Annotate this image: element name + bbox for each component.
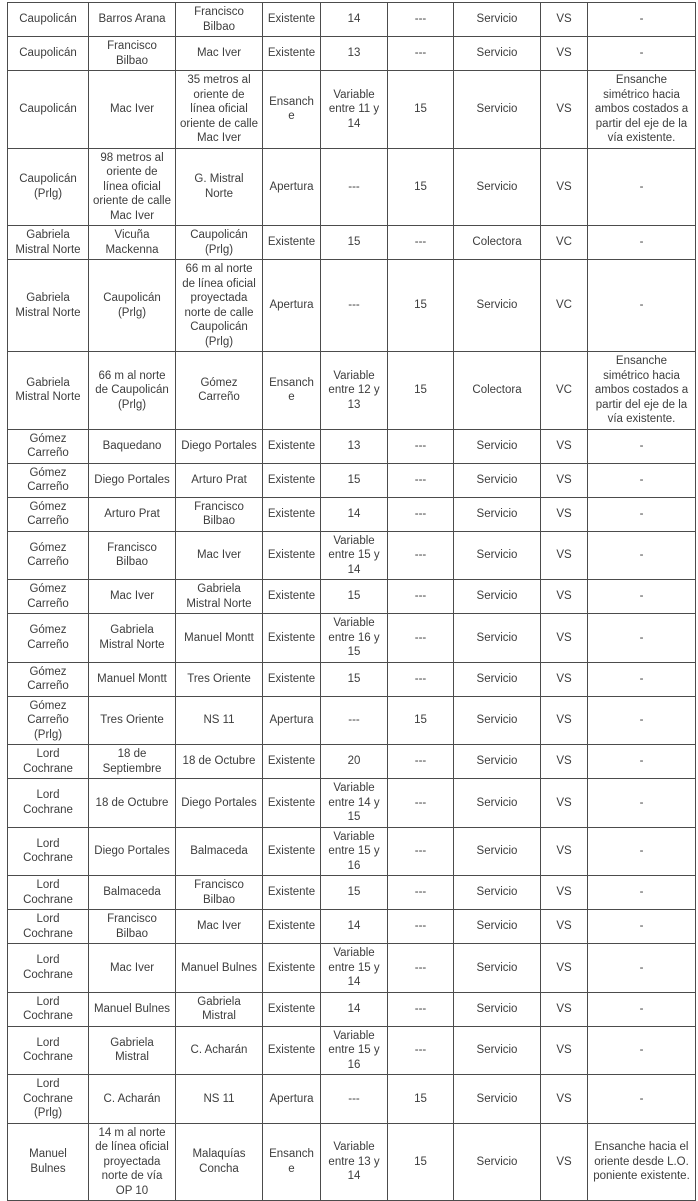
cell-from: Francisco Bilbao xyxy=(89,910,176,944)
cell-street: Lord Cochrane xyxy=(8,910,89,944)
cell-status: Existente xyxy=(263,429,321,463)
cell-width-projected: --- xyxy=(388,429,454,463)
cell-category: Servicio xyxy=(454,614,541,663)
cell-width-projected: --- xyxy=(388,497,454,531)
cell-status: Existente xyxy=(263,745,321,779)
cell-category: Colectora xyxy=(454,352,541,430)
cell-width-existing: Variable entre 13 y 14 xyxy=(321,1123,388,1201)
table-row xyxy=(8,876,696,910)
cell-street: Lord Cochrane xyxy=(8,745,89,779)
cell-to: Diego Portales xyxy=(176,779,263,828)
cell-observation: - xyxy=(588,429,696,463)
cell-width-projected: --- xyxy=(388,662,454,696)
cell-street: Manuel Bulnes xyxy=(8,1123,89,1201)
cell-width-existing: --- xyxy=(321,696,388,745)
cell-width-projected: --- xyxy=(388,3,454,37)
cell-width-projected: --- xyxy=(388,876,454,910)
cell-to: 35 metros al oriente de línea oficial oriente de calle Mac Iver xyxy=(176,71,263,149)
cell-code: VS xyxy=(541,614,588,663)
road-table-body xyxy=(8,3,696,1201)
cell-observation: Ensanche simétrico hacia ambos costados a partir del eje de la vía existente. xyxy=(588,71,696,149)
table-row xyxy=(8,944,696,993)
cell-category: Servicio xyxy=(454,148,541,226)
table-row xyxy=(8,992,696,1026)
cell-from: Arturo Prat xyxy=(89,497,176,531)
cell-status: Existente xyxy=(263,226,321,260)
cell-width-projected: --- xyxy=(388,531,454,580)
cell-width-existing: Variable entre 15 y 14 xyxy=(321,944,388,993)
cell-width-existing: Variable entre 11 y 14 xyxy=(321,71,388,149)
cell-to: C. Acharán xyxy=(176,1026,263,1075)
cell-width-projected: 15 xyxy=(388,352,454,430)
table-row xyxy=(8,37,696,71)
cell-to: NS 11 xyxy=(176,696,263,745)
cell-street: Gabriela Mistral Norte xyxy=(8,226,89,260)
cell-width-projected: --- xyxy=(388,910,454,944)
cell-width-existing: --- xyxy=(321,260,388,352)
cell-observation: - xyxy=(588,944,696,993)
cell-street: Caupolicán xyxy=(8,71,89,149)
cell-street: Lord Cochrane xyxy=(8,827,89,876)
cell-from: Mac Iver xyxy=(89,71,176,149)
table-row xyxy=(8,226,696,260)
cell-street: Gómez Carreño xyxy=(8,580,89,614)
cell-status: Existente xyxy=(263,531,321,580)
cell-width-existing: 20 xyxy=(321,745,388,779)
cell-width-existing: 14 xyxy=(321,497,388,531)
cell-observation: - xyxy=(588,992,696,1026)
cell-to: Manuel Montt xyxy=(176,614,263,663)
cell-code: VS xyxy=(541,531,588,580)
cell-from: 18 de Septiembre xyxy=(89,745,176,779)
cell-from: Diego Portales xyxy=(89,827,176,876)
cell-from: Manuel Bulnes xyxy=(89,992,176,1026)
cell-category: Servicio xyxy=(454,1075,541,1124)
cell-width-projected: 15 xyxy=(388,148,454,226)
cell-width-existing: 13 xyxy=(321,429,388,463)
cell-street: Lord Cochrane xyxy=(8,876,89,910)
cell-code: VS xyxy=(541,992,588,1026)
cell-status: Existente xyxy=(263,662,321,696)
cell-code: VS xyxy=(541,148,588,226)
cell-code: VS xyxy=(541,745,588,779)
cell-observation: - xyxy=(588,3,696,37)
cell-code: VS xyxy=(541,662,588,696)
cell-category: Servicio xyxy=(454,910,541,944)
cell-width-existing: 15 xyxy=(321,876,388,910)
cell-street: Gabriela Mistral Norte xyxy=(8,352,89,430)
cell-street: Gómez Carreño xyxy=(8,429,89,463)
cell-street: Gómez Carreño xyxy=(8,614,89,663)
cell-width-projected: --- xyxy=(388,580,454,614)
cell-width-projected: 15 xyxy=(388,260,454,352)
cell-street: Lord Cochrane xyxy=(8,779,89,828)
cell-to: Manuel Bulnes xyxy=(176,944,263,993)
cell-code: VS xyxy=(541,944,588,993)
table-row xyxy=(8,352,696,430)
cell-width-existing: 14 xyxy=(321,910,388,944)
cell-street: Lord Cochrane (Prlg) xyxy=(8,1075,89,1124)
cell-to: 18 de Octubre xyxy=(176,745,263,779)
cell-code: VS xyxy=(541,910,588,944)
cell-width-projected: --- xyxy=(388,1026,454,1075)
cell-street: Lord Cochrane xyxy=(8,944,89,993)
cell-code: VC xyxy=(541,260,588,352)
cell-category: Servicio xyxy=(454,876,541,910)
table-row xyxy=(8,1123,696,1201)
cell-width-projected: --- xyxy=(388,827,454,876)
cell-width-existing: --- xyxy=(321,1075,388,1124)
cell-category: Servicio xyxy=(454,1123,541,1201)
cell-to: Francisco Bilbao xyxy=(176,3,263,37)
cell-observation: - xyxy=(588,910,696,944)
cell-to: Mac Iver xyxy=(176,531,263,580)
cell-observation: - xyxy=(588,37,696,71)
cell-status: Existente xyxy=(263,876,321,910)
cell-width-existing: 14 xyxy=(321,992,388,1026)
cell-to: Tres Oriente xyxy=(176,662,263,696)
cell-width-existing: 13 xyxy=(321,37,388,71)
table-row xyxy=(8,580,696,614)
cell-width-existing: Variable entre 15 y 14 xyxy=(321,531,388,580)
cell-to: Gabriela Mistral Norte xyxy=(176,580,263,614)
cell-width-existing: Variable entre 12 y 13 xyxy=(321,352,388,430)
cell-width-projected: --- xyxy=(388,463,454,497)
table-row xyxy=(8,497,696,531)
cell-observation: - xyxy=(588,614,696,663)
cell-observation: - xyxy=(588,580,696,614)
cell-status: Existente xyxy=(263,614,321,663)
cell-code: VS xyxy=(541,497,588,531)
cell-code: VS xyxy=(541,1123,588,1201)
cell-status: Existente xyxy=(263,497,321,531)
cell-width-projected: --- xyxy=(388,992,454,1026)
cell-observation: - xyxy=(588,745,696,779)
cell-category: Servicio xyxy=(454,779,541,828)
cell-width-existing: Variable entre 15 y 16 xyxy=(321,827,388,876)
cell-street: Gómez Carreño xyxy=(8,463,89,497)
cell-from: 18 de Octubre xyxy=(89,779,176,828)
cell-category: Colectora xyxy=(454,226,541,260)
cell-street: Caupolicán xyxy=(8,3,89,37)
cell-width-projected: 15 xyxy=(388,696,454,745)
cell-to: Mac Iver xyxy=(176,37,263,71)
cell-street: Gómez Carreño (Prlg) xyxy=(8,696,89,745)
cell-width-projected: --- xyxy=(388,37,454,71)
cell-status: Ensanche xyxy=(263,1123,321,1201)
cell-to: Caupolicán (Prlg) xyxy=(176,226,263,260)
cell-width-projected: --- xyxy=(388,745,454,779)
cell-street: Gómez Carreño xyxy=(8,531,89,580)
cell-category: Servicio xyxy=(454,497,541,531)
cell-observation: - xyxy=(588,779,696,828)
table-row xyxy=(8,614,696,663)
cell-width-projected: --- xyxy=(388,614,454,663)
cell-code: VS xyxy=(541,876,588,910)
cell-category: Servicio xyxy=(454,662,541,696)
cell-observation: Ensanche hacia el oriente desde L.O. poniente existente. xyxy=(588,1123,696,1201)
cell-observation: - xyxy=(588,696,696,745)
cell-category: Servicio xyxy=(454,992,541,1026)
cell-code: VS xyxy=(541,71,588,149)
cell-from: Barros Arana xyxy=(89,3,176,37)
cell-from: 66 m al norte de Caupolicán (Prlg) xyxy=(89,352,176,430)
cell-street: Lord Cochrane xyxy=(8,992,89,1026)
cell-category: Servicio xyxy=(454,531,541,580)
cell-width-existing: 15 xyxy=(321,463,388,497)
cell-from: 14 m al norte de línea oficial proyectada norte de vía OP 10 xyxy=(89,1123,176,1201)
cell-width-existing: --- xyxy=(321,148,388,226)
cell-width-existing: Variable entre 15 y 16 xyxy=(321,1026,388,1075)
table-row xyxy=(8,71,696,149)
cell-status: Existente xyxy=(263,944,321,993)
cell-from: 98 metros al oriente de línea oficial oriente de calle Mac Iver xyxy=(89,148,176,226)
cell-to: Balmaceda xyxy=(176,827,263,876)
table-row xyxy=(8,1026,696,1075)
cell-to: Mac Iver xyxy=(176,910,263,944)
cell-status: Apertura xyxy=(263,1075,321,1124)
cell-observation: - xyxy=(588,463,696,497)
cell-width-projected: --- xyxy=(388,779,454,828)
cell-code: VS xyxy=(541,1075,588,1124)
cell-category: Servicio xyxy=(454,580,541,614)
cell-category: Servicio xyxy=(454,463,541,497)
cell-observation: - xyxy=(588,226,696,260)
table-row xyxy=(8,148,696,226)
cell-street: Gabriela Mistral Norte xyxy=(8,260,89,352)
cell-to: Arturo Prat xyxy=(176,463,263,497)
cell-street: Caupolicán (Prlg) xyxy=(8,148,89,226)
cell-status: Existente xyxy=(263,910,321,944)
table-row xyxy=(8,745,696,779)
cell-status: Existente xyxy=(263,37,321,71)
cell-to: G. Mistral Norte xyxy=(176,148,263,226)
table-row xyxy=(8,779,696,828)
cell-code: VS xyxy=(541,3,588,37)
table-row xyxy=(8,910,696,944)
cell-status: Existente xyxy=(263,1026,321,1075)
cell-category: Servicio xyxy=(454,260,541,352)
cell-category: Servicio xyxy=(454,1026,541,1075)
cell-code: VS xyxy=(541,463,588,497)
cell-observation: - xyxy=(588,876,696,910)
table-row xyxy=(8,1075,696,1124)
cell-width-projected: --- xyxy=(388,944,454,993)
table-row xyxy=(8,3,696,37)
cell-status: Ensanche xyxy=(263,71,321,149)
cell-street: Gómez Carreño xyxy=(8,497,89,531)
cell-width-existing: Variable entre 14 y 15 xyxy=(321,779,388,828)
cell-to: Gómez Carreño xyxy=(176,352,263,430)
cell-status: Ensanche xyxy=(263,352,321,430)
cell-observation: - xyxy=(588,497,696,531)
cell-observation: - xyxy=(588,260,696,352)
cell-to: Gabriela Mistral xyxy=(176,992,263,1026)
cell-from: Caupolicán (Prlg) xyxy=(89,260,176,352)
cell-from: C. Acharán xyxy=(89,1075,176,1124)
cell-code: VS xyxy=(541,696,588,745)
cell-width-projected: 15 xyxy=(388,1123,454,1201)
table-row xyxy=(8,827,696,876)
cell-street: Lord Cochrane xyxy=(8,1026,89,1075)
cell-to: NS 11 xyxy=(176,1075,263,1124)
cell-width-existing: 15 xyxy=(321,662,388,696)
cell-code: VS xyxy=(541,779,588,828)
cell-status: Apertura xyxy=(263,260,321,352)
table-row xyxy=(8,531,696,580)
cell-observation: - xyxy=(588,148,696,226)
cell-category: Servicio xyxy=(454,37,541,71)
cell-code: VS xyxy=(541,429,588,463)
cell-category: Servicio xyxy=(454,696,541,745)
cell-status: Apertura xyxy=(263,696,321,745)
cell-observation: - xyxy=(588,531,696,580)
cell-observation: Ensanche simétrico hacia ambos costados a partir del eje de la vía existente. xyxy=(588,352,696,430)
cell-width-existing: 15 xyxy=(321,580,388,614)
cell-from: Manuel Montt xyxy=(89,662,176,696)
cell-width-projected: --- xyxy=(388,226,454,260)
cell-code: VS xyxy=(541,1026,588,1075)
road-register-table xyxy=(7,2,696,1201)
cell-observation: - xyxy=(588,662,696,696)
cell-street: Gómez Carreño xyxy=(8,662,89,696)
cell-code: VS xyxy=(541,827,588,876)
cell-from: Vicuña Mackenna xyxy=(89,226,176,260)
table-row xyxy=(8,463,696,497)
cell-status: Existente xyxy=(263,463,321,497)
cell-code: VC xyxy=(541,226,588,260)
cell-from: Mac Iver xyxy=(89,580,176,614)
cell-observation: - xyxy=(588,827,696,876)
cell-width-projected: 15 xyxy=(388,1075,454,1124)
cell-status: Existente xyxy=(263,580,321,614)
cell-from: Francisco Bilbao xyxy=(89,531,176,580)
cell-to: Malaquías Concha xyxy=(176,1123,263,1201)
cell-status: Existente xyxy=(263,992,321,1026)
cell-code: VS xyxy=(541,37,588,71)
cell-category: Servicio xyxy=(454,71,541,149)
cell-from: Francisco Bilbao xyxy=(89,37,176,71)
cell-to: Diego Portales xyxy=(176,429,263,463)
table-row xyxy=(8,260,696,352)
cell-from: Gabriela Mistral Norte xyxy=(89,614,176,663)
cell-category: Servicio xyxy=(454,429,541,463)
cell-code: VS xyxy=(541,580,588,614)
cell-from: Gabriela Mistral xyxy=(89,1026,176,1075)
cell-from: Baquedano xyxy=(89,429,176,463)
cell-status: Existente xyxy=(263,779,321,828)
table-row xyxy=(8,662,696,696)
cell-to: Francisco Bilbao xyxy=(176,876,263,910)
cell-status: Existente xyxy=(263,3,321,37)
cell-width-projected: 15 xyxy=(388,71,454,149)
cell-width-existing: 15 xyxy=(321,226,388,260)
cell-from: Tres Oriente xyxy=(89,696,176,745)
cell-to: Francisco Bilbao xyxy=(176,497,263,531)
cell-to: 66 m al norte de línea oficial proyectada norte de calle Caupolicán (Prlg) xyxy=(176,260,263,352)
cell-width-existing: Variable entre 16 y 15 xyxy=(321,614,388,663)
cell-status: Existente xyxy=(263,827,321,876)
cell-width-existing: 14 xyxy=(321,3,388,37)
cell-from: Diego Portales xyxy=(89,463,176,497)
cell-street: Caupolicán xyxy=(8,37,89,71)
cell-observation: - xyxy=(588,1075,696,1124)
table-row xyxy=(8,696,696,745)
table-row xyxy=(8,429,696,463)
cell-code: VC xyxy=(541,352,588,430)
cell-observation: - xyxy=(588,1026,696,1075)
cell-category: Servicio xyxy=(454,944,541,993)
cell-category: Servicio xyxy=(454,3,541,37)
cell-from: Balmaceda xyxy=(89,876,176,910)
cell-category: Servicio xyxy=(454,827,541,876)
cell-from: Mac Iver xyxy=(89,944,176,993)
cell-status: Apertura xyxy=(263,148,321,226)
cell-category: Servicio xyxy=(454,745,541,779)
